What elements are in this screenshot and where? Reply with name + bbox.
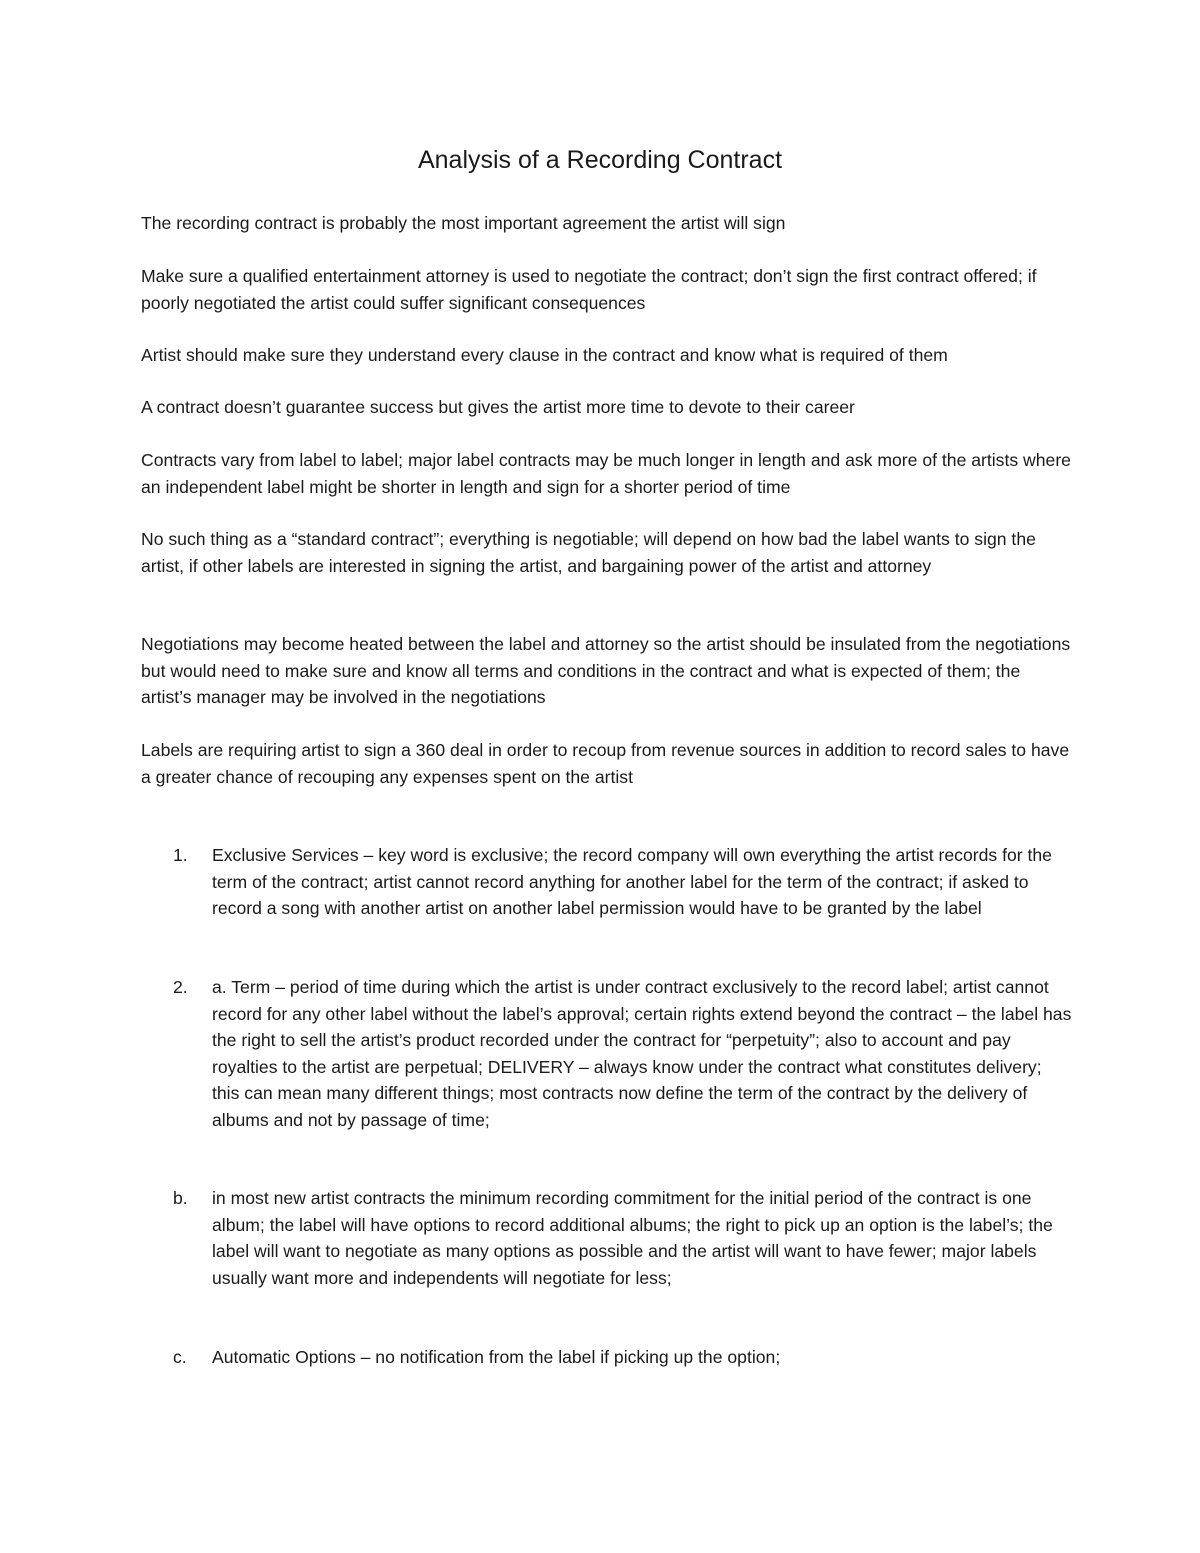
list-item-text: Automatic Options – no notification from the label if picking up the option;	[212, 1347, 781, 1367]
list-item-text: a. Term – period of time during which the artist is under contract exclusively to the record label; artist cannot record for any other label without the label’s approval; certain rights extend beyond the contract – the label has the right to sell the artist’s product recorded under the contract for “perpetuity”; also to account and pay royalties to the artist are perpetual; DELIVERY – always know under the contract what constitutes delivery; this can mean many different things; most contracts now define the term of the contract by the delivery of albums and not by passage of time;	[212, 977, 1072, 1130]
document-title: Analysis of a Recording Contract	[417, 146, 783, 174]
list-item-text: in most new artist contracts the minimum recording commitment for the initial period of the contract is one album; the label will have options to record additional albums; the right to pick up an option is the label’s; the label will want to negotiate as many options as possible and the artist will want to have fewer; major labels usually want more and independents will negotiate for less;	[212, 1188, 1053, 1288]
list-marker: 1.	[173, 845, 188, 865]
paragraph-5: Contracts vary from label to label; major label contracts may be much longer in length and ask more of the artists where an independent label might be shorter in length and sign for a shorter period of time	[141, 450, 1071, 497]
paragraph-7: Negotiations may become heated between the label and attorney so the artist should be insulated from the negotiations but would need to make sure and know all terms and conditions in the contract and what is expected of them; the artist’s manager may be involved in the negotiations	[141, 634, 1071, 707]
paragraph-4: A contract doesn’t guarantee success but gives the artist more time to devote to their career	[141, 397, 855, 417]
paragraph-2: Make sure a qualified entertainment attorney is used to negotiate the contract; don’t sign the first contract offered; if poorly negotiated the artist could suffer significant consequences	[141, 266, 1037, 313]
list-marker: c.	[173, 1347, 187, 1367]
list-marker: 2.	[173, 977, 188, 997]
paragraph-8: Labels are requiring artist to sign a 360 deal in order to recoup from revenue sources in addition to record sales to have a greater chance of recouping any expenses spent on the artist	[141, 740, 1070, 787]
paragraph-1: The recording contract is probably the most important agreement the artist will sign	[141, 213, 786, 233]
paragraph-3: Artist should make sure they understand every clause in the contract and know what is required of them	[141, 345, 948, 365]
list-marker: b.	[173, 1188, 188, 1208]
paragraph-6: No such thing as a “standard contract”; everything is negotiable; will depend on how bad the label wants to sign the artist, if other labels are interested in signing the artist, and bargaining power of the artist and attorney	[141, 529, 1036, 576]
list-item-text: Exclusive Services – key word is exclusive; the record company will own everything the artist records for the term of the contract; artist cannot record anything for another label for the term of the contract; if asked to record a song with another artist on another label permission would have to be granted by the label	[212, 845, 1052, 918]
